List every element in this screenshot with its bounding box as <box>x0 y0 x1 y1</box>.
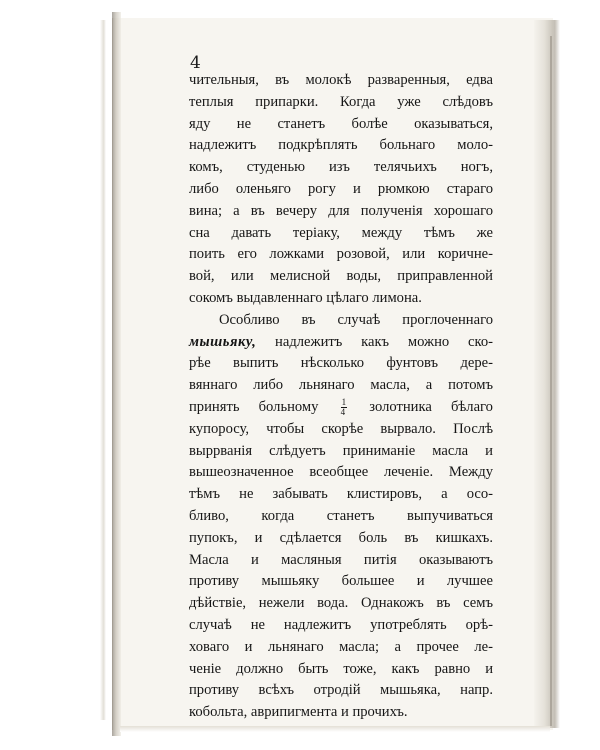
text-line: тѣмъ не забывать клистировъ, а осо- <box>189 486 493 503</box>
text-line: выррванія слѣдуетъ приниманіе масла и <box>189 442 493 459</box>
page-right-edge <box>534 20 560 728</box>
text-line: случаѣ не надлежитъ употреблять орѣ- <box>189 616 493 633</box>
fraction <box>341 398 348 417</box>
text-line: противу всѣхъ отродій мышьяка, напр. <box>189 682 493 699</box>
text-fragment: надлежитъ какъ можно ско- <box>256 333 493 350</box>
text-fragment: золотника бѣлаго <box>369 398 493 415</box>
text-line: комъ, студенью изъ телячьихъ ногъ, <box>189 159 493 176</box>
page-edge-line <box>550 36 552 726</box>
text-line: рѣе выпить нѣсколько фунтовъ дере- <box>189 355 493 372</box>
paragraph-end-line: кобольта, аврипигмента и прочихъ. <box>189 704 408 721</box>
text-line: Масла и масляныя питія оказываютъ <box>189 551 493 568</box>
text-line: сна давать теріаку, между тѣмъ же <box>189 224 493 241</box>
binding-shadow <box>100 20 106 720</box>
text-line: вой, или мелисной воды, приправленной <box>189 268 493 285</box>
text-line: вина; а въ вечеру для полученія хорошаго <box>189 202 493 219</box>
paragraph-start-line: Особливо въ случаѣ проглоченнаго <box>219 311 493 328</box>
text-line: яду не станетъ болѣе оказываться, <box>189 115 493 132</box>
page-bottom-edge <box>120 726 550 732</box>
text-line <box>189 332 493 354</box>
text-line: поить его ложками розовой, или коричне- <box>189 246 493 263</box>
text-line: ченіе должно быть тоже, какъ равно и <box>189 660 493 677</box>
text-line: вяннаго либо льнянаго масла, а потомъ <box>189 377 493 394</box>
text-line: теплыя припарки. Когда уже слѣдовъ <box>189 93 493 110</box>
text-line: купоросу, чтобы скорѣе вырвало. Послѣ <box>189 420 493 437</box>
text-fragment: принять больному <box>189 398 319 415</box>
text-line: бливо, когда станетъ выпучиваться <box>189 507 493 524</box>
text-line <box>189 397 493 419</box>
text-line: пупокъ, и сдѣлается боль въ кишкахъ. <box>189 529 493 546</box>
text-line: надлежитъ подкрѣплять больнаго моло- <box>189 137 493 154</box>
page-left-edge <box>112 12 121 736</box>
text-line: противу мышьяку большее и лучшее <box>189 573 493 590</box>
fraction-denominator: 4 <box>340 407 346 418</box>
text-line: дѣйствіе, нежели вода. Однакожъ въ семъ <box>189 595 493 612</box>
page-number: 4 <box>190 53 201 73</box>
body-text <box>189 70 493 724</box>
text-line: либо оленьяго рогу и рюмкою стараго <box>189 180 493 197</box>
emphasized-word: мышьяку, <box>189 333 257 350</box>
text-line: вышеозначенное всеобщее леченіе. Между <box>189 464 493 481</box>
text-line: чительныя, въ молокѣ разваренныя, едва <box>189 72 493 88</box>
fraction-numerator: 1 <box>341 397 347 408</box>
text-line: ховаго и льнянаго масла; а прочее ле- <box>189 638 493 655</box>
paragraph-end-line: сокомъ выдавленнаго цѣлаго лимона. <box>189 289 422 306</box>
